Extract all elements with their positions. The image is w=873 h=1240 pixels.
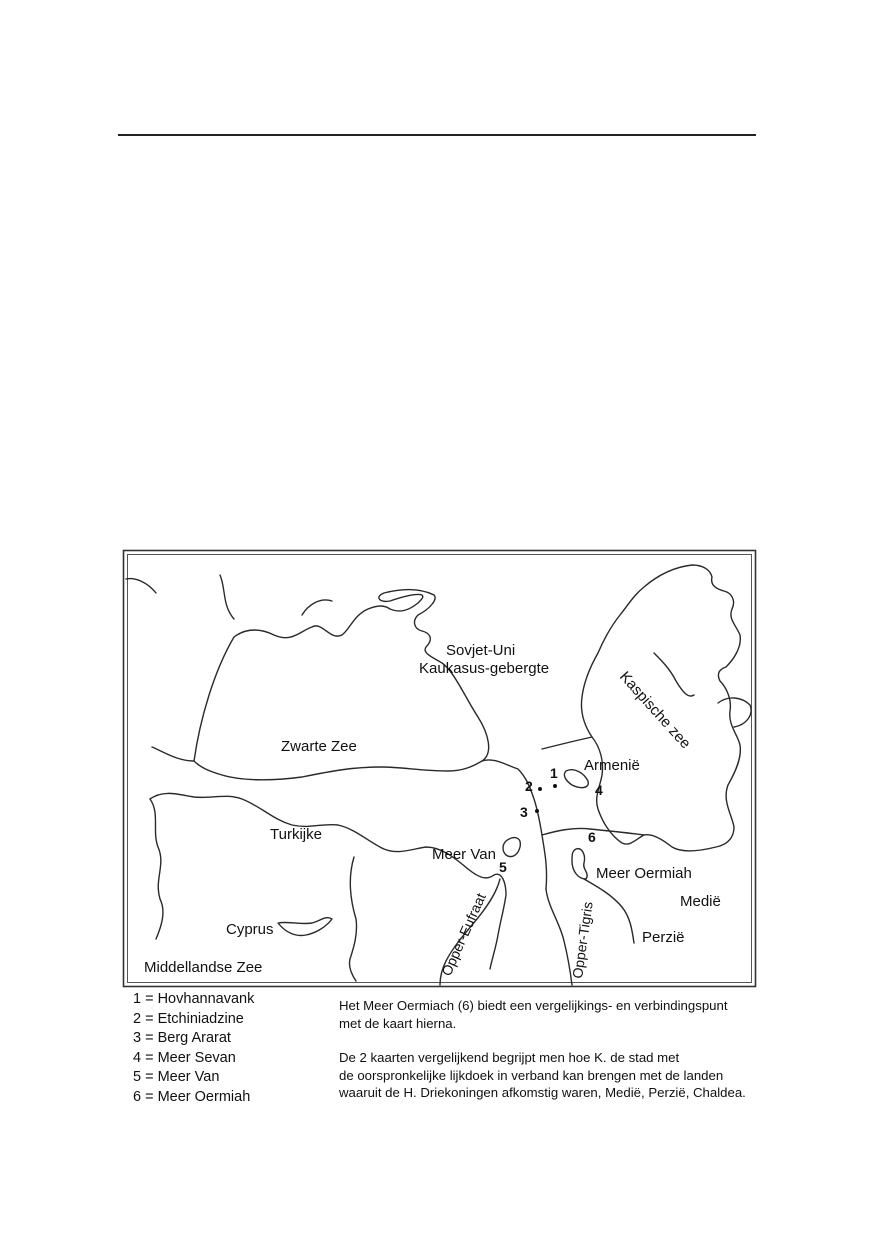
bosporus-coast [152, 747, 194, 761]
label-turkije: Turkijke [270, 826, 322, 843]
lake-van [503, 838, 520, 857]
label-kaspische-zee: Kaspische zee [616, 668, 694, 753]
top-rule [118, 134, 756, 136]
note-line: waaruit de H. Driekoningen afkomstig waren, Medië, Perzië, Chaldea. [339, 1085, 746, 1100]
river-far-nw [126, 579, 156, 593]
map-legend [133, 990, 323, 1108]
marker-dot-1 [553, 784, 557, 788]
cyprus-island [278, 918, 332, 936]
marker-4: 4 [595, 782, 603, 798]
label-medie: Medië [680, 893, 721, 910]
legend-item-2: 2 = Etchiniadzine [133, 1010, 244, 1027]
tigris-river [546, 889, 572, 985]
azov-coast [302, 600, 332, 615]
marker-dot-2 [538, 787, 542, 791]
label-middellandse-zee: Middellandse Zee [144, 959, 263, 976]
note-line: de oorspronkelijke lijkdoek in verband kan brengen met de landen [339, 1067, 724, 1083]
marker-5: 5 [499, 859, 507, 875]
border-line-1 [482, 760, 547, 889]
map-figure [122, 549, 758, 994]
legend-item-1: 1 = Hovhannavank [133, 991, 255, 1007]
label-zwarte-zee: Zwarte Zee [281, 738, 357, 755]
label-opper-eufraat: Opper-Eufraat [438, 890, 489, 979]
map-svg [122, 549, 758, 989]
aegean-coast [150, 799, 163, 939]
legend-item-3: 3 = Berg Ararat [133, 1030, 231, 1047]
label-perzie: Perzië [642, 929, 685, 946]
legend-item-5: 5 = Meer Van [133, 1069, 220, 1086]
anatolia-south-coast [150, 793, 494, 878]
note-line: met de kaart hierna. [339, 1015, 457, 1031]
legend-item-4: 4 = Meer Sevan [133, 1049, 236, 1066]
label-meer-oermiah: Meer Oermiah [596, 865, 692, 882]
border-line-3 [542, 737, 592, 749]
note-line: Het Meer Oermiach (6) biedt een vergelijkings- en verbindingspunt [339, 998, 728, 1013]
kara-bogaz [718, 698, 751, 727]
label-kaukasus: Kaukasus-gebergte [419, 660, 550, 677]
map-notes [339, 997, 769, 1102]
map-frame-inner [128, 555, 752, 983]
marker-3: 3 [520, 804, 528, 820]
coast-west [349, 857, 356, 981]
map-frame-outer [124, 551, 756, 987]
lake-urmia [572, 849, 587, 879]
label-opper-tigris: Opper-Tigris [569, 900, 596, 980]
label-cyprus: Cyprus [226, 921, 274, 938]
label-armenie: Armenië [584, 757, 640, 774]
marker-1: 1 [550, 765, 558, 781]
marker-dot-3 [535, 809, 539, 813]
marker-6: 6 [588, 829, 596, 845]
note-line: De 2 kaarten vergelijkend begrijpt men hoe K. de stad met [339, 1050, 680, 1065]
label-meer-van: Meer Van [432, 846, 496, 863]
levant-coast [490, 874, 506, 969]
label-sovjet-unie: Sovjet-Uni [446, 642, 516, 659]
river-nw [220, 575, 234, 619]
marker-2: 2 [525, 778, 533, 794]
legend-item-6: 6 = Meer Oermiah [133, 1088, 251, 1105]
caspian-inner-coast [654, 653, 694, 696]
